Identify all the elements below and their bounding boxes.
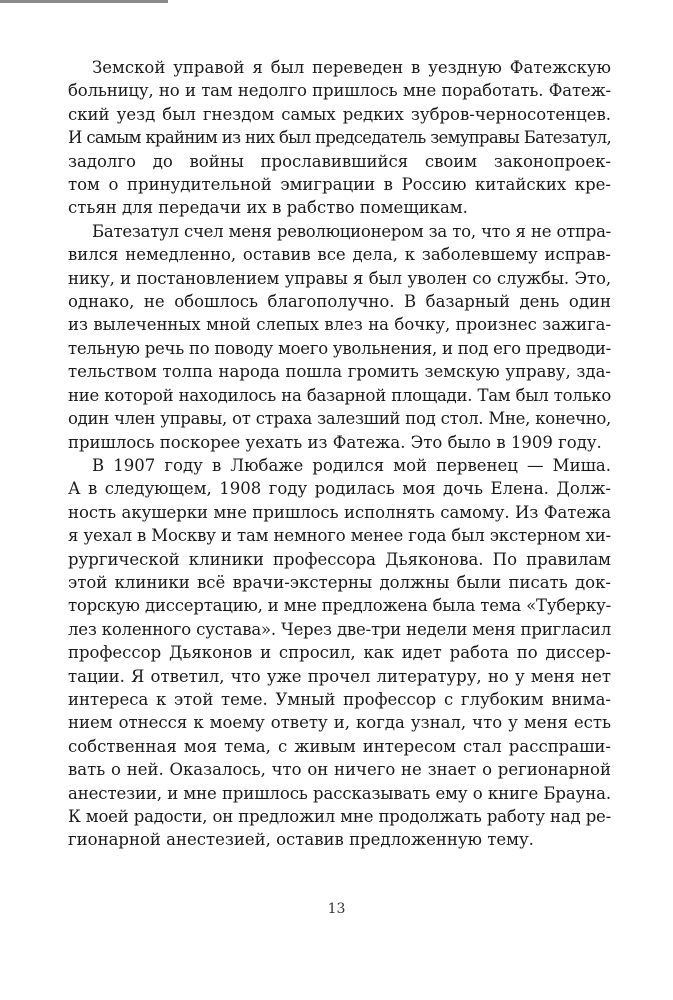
text-line: тельством толпа народа пошла громить земскую управу, зда- [68,362,611,382]
text-line: ский уезд был гнездом самых редких зубров-черносотенцев. [68,104,611,124]
text-line: пришлось поскорее уехать из Фатежа. Это было в 1909 году. [68,432,602,452]
text-line: тельную речь по поводу моего увольнения, и под его предводи- [68,338,611,358]
text-line: этой клиники всё врачи-экстерны должны были писать док- [68,572,611,592]
text-line: И самым крайним из них был председатель земуправы Батезатул, [68,128,611,148]
text-line: К моей радости, он предложил мне продолжать работу над ре- [68,807,611,826]
text-line: ность акушерки мне пришлось исполнять самому. Из Фатежа [68,502,611,522]
text-line: больницу, но и там недолго пришлось мне поработать. Фатеж- [68,81,611,101]
text-line: я уехал в Москву и там немного менее года был экстерном хи- [68,526,611,546]
text-line: стьян для передачи их в рабство помещикам. [68,198,468,218]
text-line: анестезии, и мне пришлось рассказывать ему о книге Брауна. [68,783,611,803]
text-line: лез коленного сустава». Через две-три недели меня пригласил [68,619,611,639]
page-number: 13 [327,901,346,917]
text-line: вать о ней. Оказалось, что он ничего не знает о регионарной [68,760,611,780]
text-line: торскую диссертацию, и мне предложена была тема «Туберку- [68,596,611,616]
text-line: задолго до войны прославившийся своим законопроек- [68,151,611,171]
text-line: нику, и постановлением управы я был уволен со службы. Это, [68,268,611,288]
header-rule [0,0,168,3]
text-line: нием отнесся к моему ответу и, когда узнал, что у меня есть [68,713,611,733]
text-line: гионарной анестезией, оставив предложенную тему. [68,830,534,850]
paragraph-1 [68,56,611,220]
text-line: Батезатул счел меня революционером за то, что я не отпра- [92,221,611,241]
text-line: том о принудительной эмиграции в Россию китайских кре- [68,175,611,195]
text-line: тации. Я ответил, что уже прочел литературу, но у меня нет [68,666,611,686]
page-body [68,56,611,852]
paragraph-2 [68,220,611,454]
text-line: из вылеченных мной слепых влез на бочку, произнес зажига- [68,315,611,335]
text-line: ние которой находилось на базарной площади. Там был только [68,385,611,405]
text-line: собственная моя тема, с живым интересом стал расспраши- [68,736,611,756]
text-line: профессор Дьяконов и спросил, как идет работа по диссер- [68,643,611,663]
text-line: Земской управой я был переведен в уездную Фатежскую [92,58,611,77]
text-line: А в следующем, 1908 году родилась моя дочь Елена. Долж- [68,479,611,499]
text-line: интереса к этой теме. Умный профессор с глубоким внима- [68,689,611,709]
text-line: один член управы, от страха залезший под стол. Мне, конечно, [68,409,611,429]
text-line: однако, не обошлось благополучно. В базарный день один [68,292,611,312]
text-line: рургической клиники профессора Дьяконова. По правилам [68,549,611,569]
text-line: вился немедленно, оставив все дела, к заболевшему исправ- [68,245,611,265]
text-line: В 1907 году в Любаже родился мой первенец — Миша. [92,455,611,475]
paragraph-3 [68,454,611,852]
